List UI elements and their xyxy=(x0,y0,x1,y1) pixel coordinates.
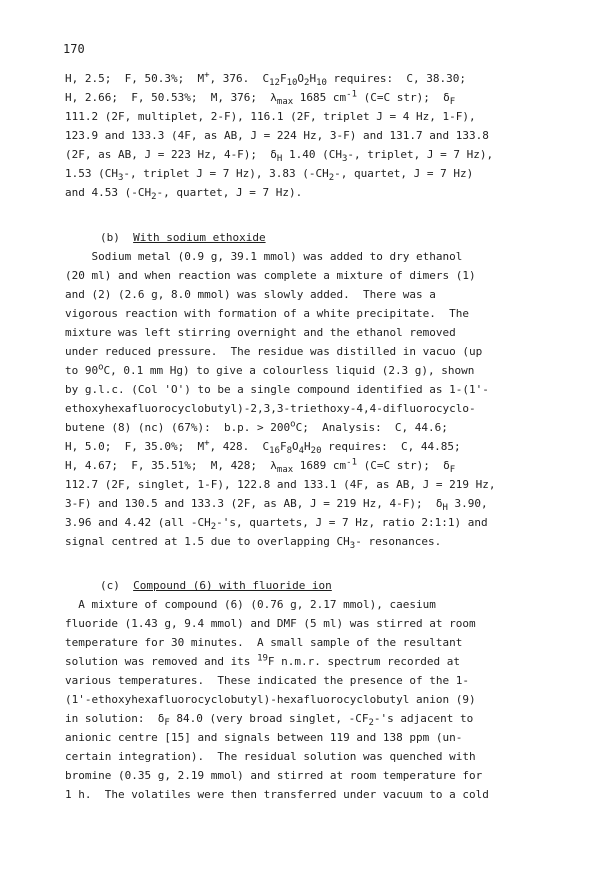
text-line: butene (8) (nc) (67%): b.p. > $200^oC$; Analysis: C, 44.6; xyxy=(65,419,448,434)
text-line: Sodium metal (0.9 g, 39.1 mmol) was added to dry ethanol xyxy=(65,250,463,263)
text-line: and (2) (2.6 g, 8.0 mmol) was slowly added. There was a xyxy=(65,288,436,301)
text-line: temperature for 30 minutes. A small sample of the resultant xyxy=(65,636,463,649)
text-line: H, 5.0; F, 35.0%; M+, 428. $C_{16}F_8O_4H_{20}$ requires: C, 44.85; xyxy=(65,438,461,457)
text-line: by g.l.c. (Col 'O') to be a single compound identified as 1-(1'- xyxy=(65,383,489,396)
text-line: 112.7 (2F, singlet, 1-F), 122.8 and 133.1 (4F, as AB, J = 219 Hz, xyxy=(65,478,496,491)
text-line: under reduced pressure. The residue was distilled in vacuo (up xyxy=(65,345,483,358)
text-line: A mixture of compound (6) (0.76 g, 2.17 mmol), caesium xyxy=(65,598,436,611)
text-line: (1'-ethoxyhexafluorocyclobutyl)-hexafluorocyclobutyl anion (9) xyxy=(65,693,476,706)
text-line: vigorous reaction with formation of a white precipitate. The xyxy=(65,307,469,320)
text-line: fluoride (1.43 g, 9.4 mmol) and DMF (5 ml) was stirred at room xyxy=(65,617,476,630)
text-line: 3.96 and 4.42 (all $-CH_2-'s$, quartets, J = 7 Hz, ratio 2:1:1) and xyxy=(65,516,488,533)
text-line: 123.9 and 133.3 (4F, as AB, J = 224 Hz, 3-F) and 131.7 and 133.8 xyxy=(65,129,489,142)
page-number: 170 xyxy=(63,42,85,56)
text-line: 1 h. The volatiles were then transferred under vacuum to a cold xyxy=(65,788,489,801)
text-line: certain integration). The residual solution was quenched with xyxy=(65,750,476,763)
text-line: various temperatures. These indicated the presence of the 1- xyxy=(65,674,469,687)
text-line: to 90$^o$C, 0.1 mm Hg) to give a colourless liquid (2.3 g), shown xyxy=(65,362,475,377)
section-heading: (b) With sodium ethoxide xyxy=(100,231,266,244)
text-line: mixture was left stirring overnight and the ethanol removed xyxy=(65,326,456,339)
text-line: H, 2.66; F, 50.53%; M, 376; $\lambda_{max}$ 1685 $cm^{-1}$ (C=C str); $\delta_F$ xyxy=(65,89,456,108)
text-line: H, 2.5; F, 50.3%; M+, 376. $C_{12}F_{10}O_2H_{10}$ requires: C, 38.30; xyxy=(65,70,467,89)
text-line: 3-F) and 130.5 and 133.3 (2F, as AB, J = 219 Hz, 4-F); $\delta_H$ 3.90, xyxy=(65,497,488,514)
text-line: H, 4.67; F, 35.51%; M, 428; $\lambda_{max}$ 1689 $cm^{-1}$ (C=C str); $\delta_F$ xyxy=(65,457,456,476)
text-line: 1.53 ($CH_3-$, triplet J = 7 Hz), 3.83 ($-CH_2-$, quartet, J = 7 Hz) xyxy=(65,167,474,184)
text-line: signal centred at 1.5 due to overlapping $CH_3-$ resonances. xyxy=(65,535,442,552)
text-line: in solution: $\delta_F$ 84.0 (very broad singlet, $-CF_2-'s$ adjacent to xyxy=(65,712,474,729)
text-line: solution was removed and its $^{19}$F n.m.r. spectrum recorded at xyxy=(65,653,460,668)
text-line: 111.2 (2F, multiplet, 2-F), 116.1 (2F, triplet J = 4 Hz, 1-F), xyxy=(65,110,476,123)
text-line: (20 ml) and when reaction was complete a mixture of dimers (1) xyxy=(65,269,476,282)
text-line: bromine (0.35 g, 2.19 mmol) and stirred at room temperature for xyxy=(65,769,483,782)
section-heading: (c) Compound (6) with fluoride ion xyxy=(100,579,332,592)
text-line: anionic centre [15] and signals between 119 and 138 ppm (un- xyxy=(65,731,463,744)
text-line: and 4.53 ($-CH_2-$, quartet, J = 7 Hz). xyxy=(65,186,303,203)
text-line: (2F, as AB, J = 223 Hz, 4-F); $\delta_H$ 1.40 ($CH_3-$, triplet, J = 7 Hz), xyxy=(65,148,494,165)
text-line: ethoxyhexafluorocyclobutyl)-2,3,3-triethoxy-4,4-difluorocyclo- xyxy=(65,402,476,415)
